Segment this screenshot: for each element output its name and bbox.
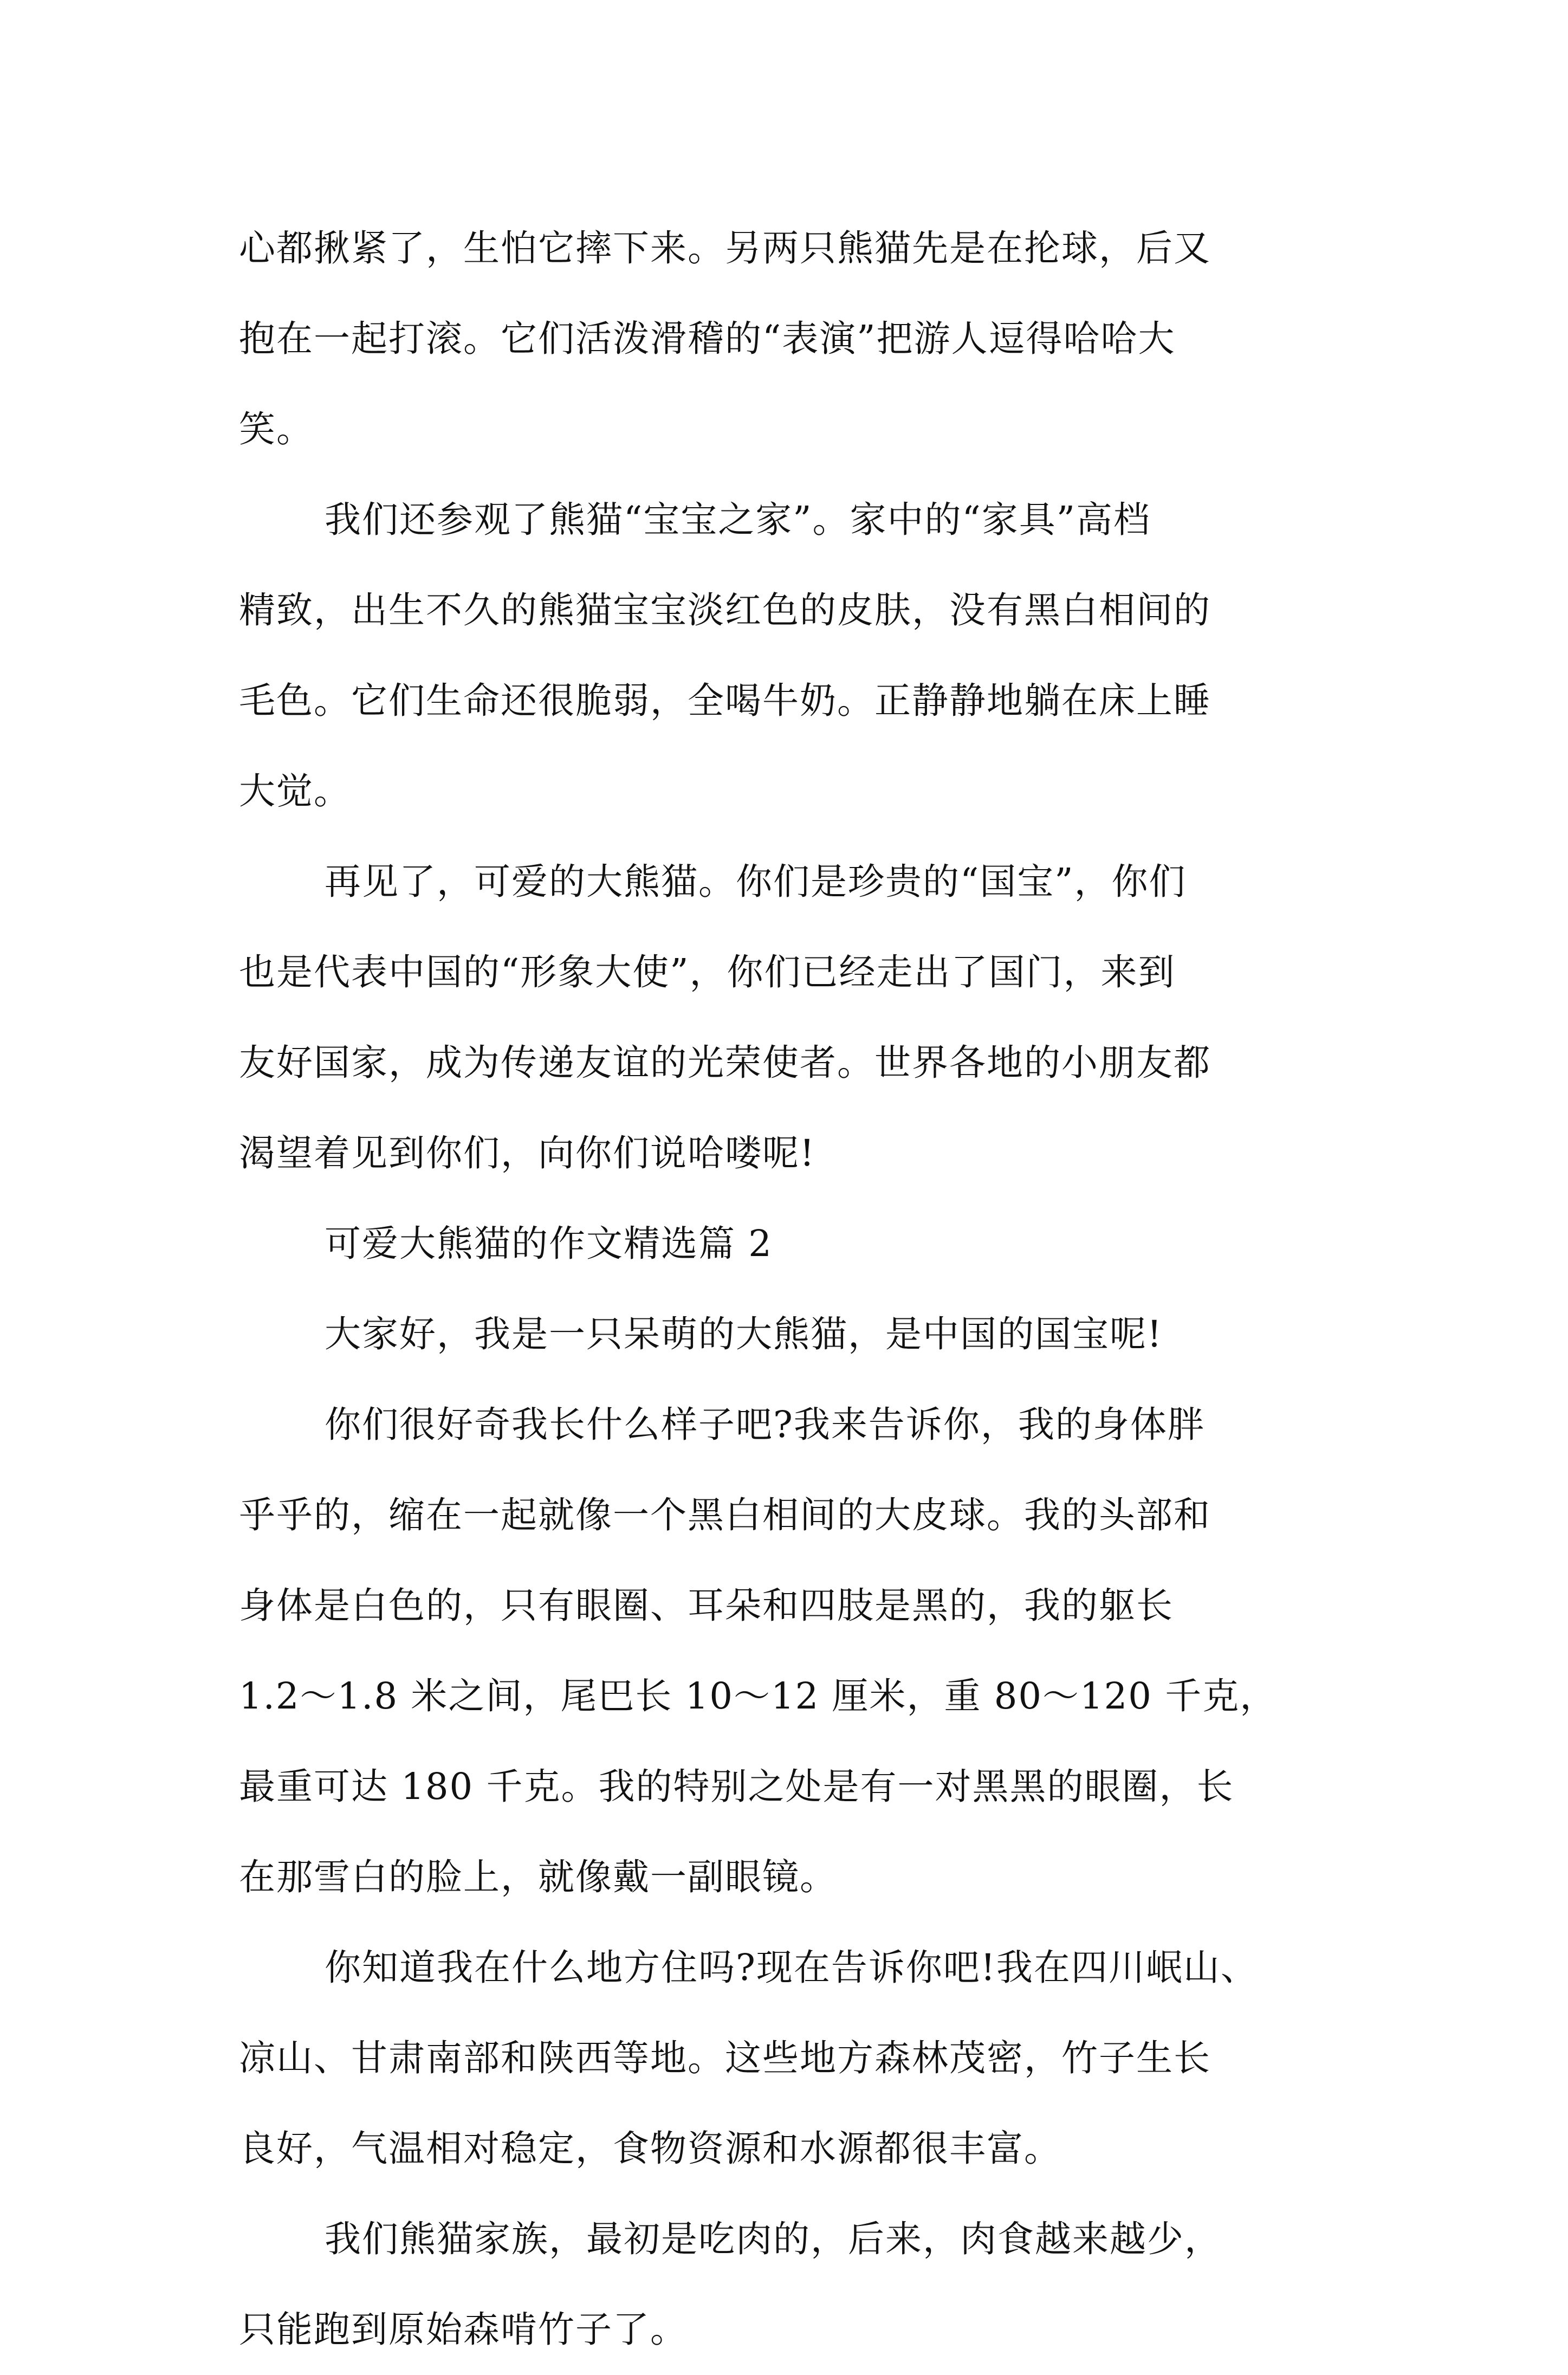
text-line: 1.2～1.8 米之间，尾巴长 10～12 厘米，重 80～120 千克， (239, 1675, 1278, 1717)
text-line: 抱在一起打滚。它们活泼滑稽的“表演”把游人逗得哈哈大 (239, 318, 1176, 360)
text-line: 最重可达 180 千克。我的特别之处是有一对黑黑的眼圈，长 (239, 1765, 1234, 1808)
text-line: 友好国家，成为传递友谊的光荣使者。世界各地的小朋友都 (239, 1041, 1211, 1084)
text-line: 渴望着见到你们，向你们说哈喽呢! (239, 1132, 815, 1174)
text-line: 乎乎的，缩在一起就像一个黑白相间的大皮球。我的头部和 (239, 1494, 1211, 1536)
text-line: 凉山、甘肃南部和陕西等地。这些地方森林茂密，竹子生长 (239, 2037, 1211, 2079)
text-line: 我们还参观了熊猫“宝宝之家”。家中的“家具”高档 (325, 499, 1151, 541)
text-line: 笑。 (239, 408, 314, 450)
text-line: 心都揪紧了，生怕它摔下来。另两只熊猫先是在抡球，后又 (239, 227, 1211, 269)
text-line: 也是代表中国的“形象大使”，你们已经走出了国门，来到 (239, 951, 1176, 993)
text-line: 大觉。 (239, 770, 351, 812)
text-line: 良好，气温相对稳定，食物资源和水源都很丰富。 (239, 2127, 1061, 2170)
text-line: 精致，出生不久的熊猫宝宝淡红色的皮肤，没有黑白相间的 (239, 589, 1211, 631)
text-line: 毛色。它们生命还很脆弱，全喝牛奶。正静静地躺在床上睡 (239, 680, 1211, 722)
text-line: 身体是白色的，只有眼圈、耳朵和四肢是黑的，我的躯长 (239, 1584, 1174, 1627)
text-line: 只能跑到原始森啃竹子了。 (239, 2308, 688, 2351)
text-line: 你们很好奇我长什么样子吧?我来告诉你，我的身体胖 (325, 1403, 1205, 1446)
text-line: 你知道我在什么地方住吗?现在告诉你吧!我在四川岷山、 (325, 1946, 1258, 1989)
section-heading: 可爱大熊猫的作文精选篇 2 (325, 1222, 773, 1265)
text-line: 大家好，我是一只呆萌的大熊猫，是中国的国宝呢! (325, 1313, 1163, 1355)
text-line: 再见了，可爱的大熊猫。你们是珍贵的“国宝”，你们 (325, 860, 1187, 903)
text-line: 我们熊猫家族，最初是吃肉的，后来，肉食越来越少， (325, 2218, 1222, 2260)
essay-body (239, 203, 1339, 2375)
text-line: 在那雪白的脸上，就像戴一副眼镜。 (239, 1856, 837, 1898)
